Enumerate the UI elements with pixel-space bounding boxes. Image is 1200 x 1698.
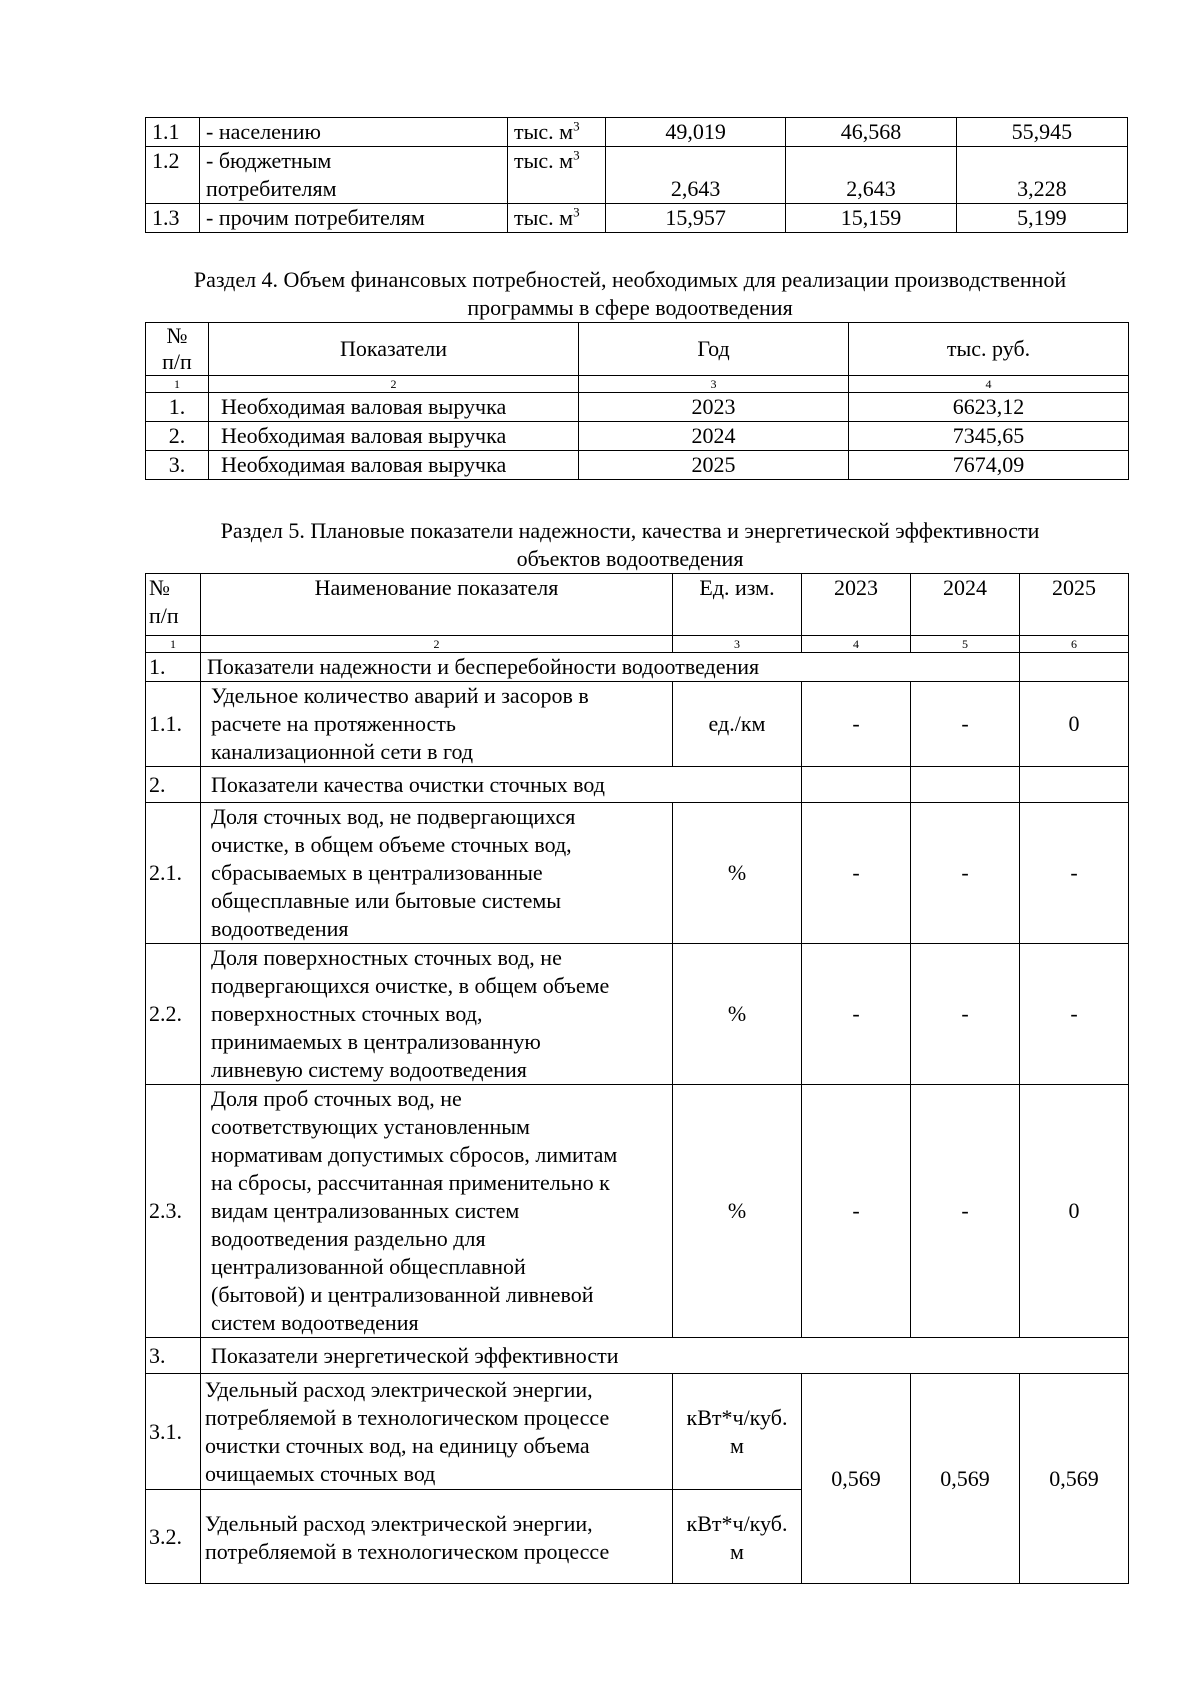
header-amount: тыс. руб. (849, 323, 1129, 376)
row-name: - населению (200, 118, 508, 147)
row-name: Удельное количество аварий и засоров в расчете на протяженность канализационной сети в год (201, 682, 673, 767)
value-cell: - (911, 944, 1020, 1085)
table-row (146, 451, 1129, 480)
row-number: 1.1. (146, 682, 201, 767)
value-cell: - (911, 682, 1020, 767)
header-year-2023: 2023 (802, 574, 911, 636)
header-name: Наименование показателя (201, 574, 673, 636)
row-number: 3.2. (146, 1490, 201, 1584)
value-cell: 3,228 (956, 147, 1127, 204)
row-unit: % (673, 944, 802, 1085)
value-cell: - (911, 1085, 1020, 1338)
value-cell: 49,019 (605, 118, 785, 147)
value-cell: - (1020, 944, 1129, 1085)
row-number: 1.3 (146, 204, 200, 233)
row-name: Доля проб сточных вод, не соответствующих установленным нормативам допустимых сбросов, лимитам на сбросы, рассчитанная применительно к видам централизованных систем водоотведения раздельно для централизованной общесплавной (бытовой) и централизованной ливневой систем водоотведения (201, 1085, 673, 1338)
header-indicator: Показатели (209, 323, 579, 376)
value-cell: - (802, 944, 911, 1085)
row-name: Удельный расход электрической энергии, потребляемой в технологическом процессе очистки сточных вод, на единицу объема очищаемых сточных вод (201, 1374, 673, 1490)
header-year-2024: 2024 (911, 574, 1020, 636)
row-number: 3. (146, 451, 209, 480)
table-water-volume (145, 117, 1128, 233)
section-5-title: Раздел 5. Плановые показатели надежности, качества и энергетической эффективности объектов водоотведения (220, 518, 1040, 571)
value-cell: 15,159 (786, 204, 956, 233)
group-title: Показатели качества очистки сточных вод (201, 767, 802, 803)
row-amount: 7674,09 (849, 451, 1129, 480)
value-cell: - (911, 803, 1020, 944)
column-number: 3 (579, 376, 849, 393)
row-unit: тыс. $м^3$ (507, 118, 605, 147)
section-4-title: Раздел 4. Объем финансовых потребностей, необходимых для реализации производственной программы в сфере водоотведения (193, 267, 1067, 320)
group-row (146, 1338, 1129, 1374)
header-num: № п/п (146, 323, 209, 376)
column-number-row (146, 376, 1129, 393)
column-number: 5 (911, 636, 1020, 653)
header-unit: Ед. изм. (673, 574, 802, 636)
row-name: Необходимая валовая выручка (209, 393, 579, 422)
table-row (146, 422, 1129, 451)
row-number: 3.1. (146, 1374, 201, 1490)
row-unit: тыс. $м^3$ (507, 147, 605, 204)
column-number: 1 (146, 636, 201, 653)
table-financial-needs (145, 322, 1129, 480)
column-number: 2 (201, 636, 673, 653)
row-year: 2025 (579, 451, 849, 480)
table-row (146, 803, 1129, 944)
row-name: Доля сточных вод, не подвергающихся очистке, в общем объеме сточных вод, сбрасываемых в централизованные общесплавные или бытовые системы водоотведения (201, 803, 673, 944)
table-row (146, 1085, 1129, 1338)
row-unit: % (673, 1085, 802, 1338)
group-title: Показатели надежности и бесперебойности водоотведения (201, 653, 911, 682)
value-cell: - (802, 1085, 911, 1338)
value-cell: 5,199 (956, 204, 1127, 233)
group-row (146, 767, 1129, 803)
value-cell: - (1020, 803, 1129, 944)
row-name: - прочим потребителям (200, 204, 508, 233)
value-cell: 2,643 (786, 147, 956, 204)
row-amount: 7345,65 (849, 422, 1129, 451)
row-year: 2023 (579, 393, 849, 422)
table-row (146, 118, 1128, 147)
group-number: 3. (146, 1338, 201, 1374)
row-unit: ед./км (673, 682, 802, 767)
table-row (146, 204, 1128, 233)
row-name: - бюджетным потребителям (200, 147, 508, 204)
table-planned-indicators (145, 573, 1129, 1584)
row-number: 1.1 (146, 118, 200, 147)
group-title: Показатели энергетической эффективности (201, 1338, 1129, 1374)
header-year: Год (579, 323, 849, 376)
value-cell: 55,945 (956, 118, 1127, 147)
row-number: 2. (146, 422, 209, 451)
row-name: Удельный расход электрической энергии, потребляемой в технологическом процессе (201, 1490, 673, 1584)
value-cell: 0 (1020, 1085, 1129, 1338)
value-cell: 0 (1020, 682, 1129, 767)
header-num: № п/п (146, 574, 201, 636)
row-year: 2024 (579, 422, 849, 451)
row-name: Необходимая валовая выручка (209, 422, 579, 451)
column-number: 4 (802, 636, 911, 653)
row-number: 1.2 (146, 147, 200, 204)
merged-value-2023: 0,569 (802, 1374, 911, 1584)
row-number: 2.1. (146, 803, 201, 944)
header-row (146, 323, 1129, 376)
row-amount: 6623,12 (849, 393, 1129, 422)
row-number: 1. (146, 393, 209, 422)
value-cell: 46,568 (786, 118, 956, 147)
row-number: 2.2. (146, 944, 201, 1085)
row-unit: тыс. $м^3$ (507, 204, 605, 233)
value-cell: - (802, 682, 911, 767)
value-cell: - (802, 803, 911, 944)
header-year-2025: 2025 (1020, 574, 1129, 636)
group-number: 1. (146, 653, 201, 682)
value-cell: 15,957 (605, 204, 785, 233)
group-number: 2. (146, 767, 201, 803)
column-number: 4 (849, 376, 1129, 393)
table-row (146, 147, 1128, 204)
row-unit: % (673, 803, 802, 944)
row-unit: кВт*ч/куб. м (673, 1374, 802, 1490)
merged-value-2025: 0,569 (1020, 1374, 1129, 1584)
column-number: 6 (1020, 636, 1129, 653)
row-name: Доля поверхностных сточных вод, не подвергающихся очистке, в общем объеме поверхностных сточных вод, принимаемых в централизованную ливневую систему водоотведения (201, 944, 673, 1085)
header-row (146, 574, 1129, 636)
column-number: 2 (209, 376, 579, 393)
row-unit: кВт*ч/куб. м (673, 1490, 802, 1584)
row-number: 2.3. (146, 1085, 201, 1338)
table-row (146, 393, 1129, 422)
column-number: 3 (673, 636, 802, 653)
table-row (146, 1374, 1129, 1490)
group-row (146, 653, 1129, 682)
merged-value-2024: 0,569 (911, 1374, 1020, 1584)
table-row (146, 682, 1129, 767)
table-row (146, 944, 1129, 1085)
row-name: Необходимая валовая выручка (209, 451, 579, 480)
value-cell: 2,643 (605, 147, 785, 204)
column-number: 1 (146, 376, 209, 393)
column-number-row (146, 636, 1129, 653)
